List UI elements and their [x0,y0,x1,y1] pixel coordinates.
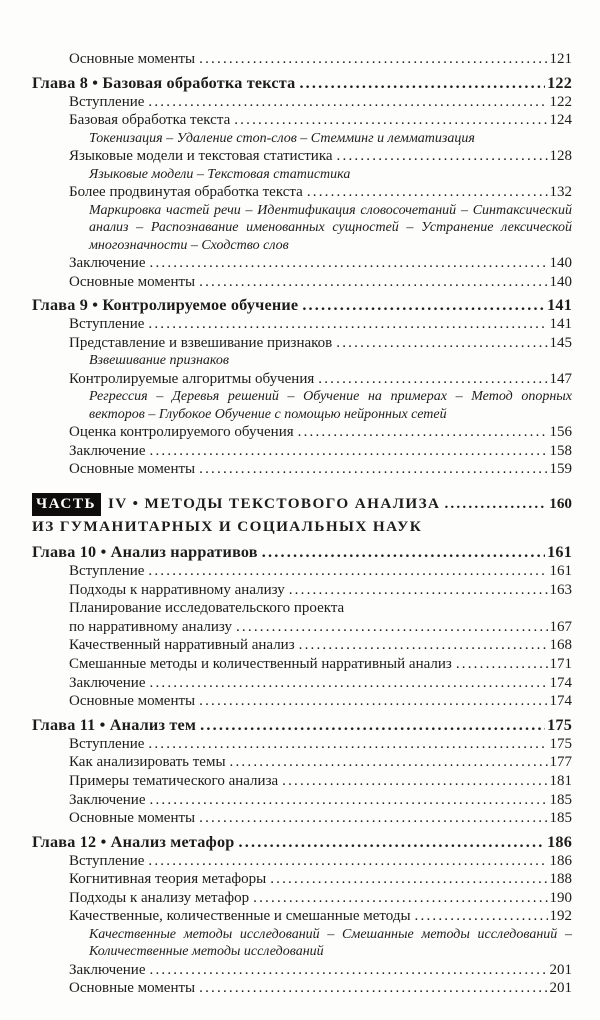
toc-entry-row [69,791,572,810]
toc-chapter-row [32,295,572,315]
toc-subtopics-text: Токенизация – Удаление стоп-слов – Стемминг и лемматизация [89,130,475,146]
page-number: 185 [549,810,572,827]
page-number: 190 [549,889,572,906]
page-number: 128 [549,148,572,165]
entry-title: Заключение [69,961,146,978]
toc-entry-row [69,273,572,292]
toc-entry-row [69,809,572,828]
toc-part-row [32,493,572,538]
page-number: 168 [549,637,572,654]
dot-leader [234,111,547,130]
dot-leader [270,870,547,889]
entry-title: Примеры тематического анализа [69,772,279,789]
dot-leader [150,961,548,980]
entry-title: Языковые модели и текстовая статистика [69,148,333,165]
page-number: 161 [547,542,572,561]
entry-title: Основные моменты [69,273,196,290]
entry-title: Качественные, количественные и смешанные методы [69,908,411,925]
part-heading-line2: ИЗ ГУМАНИТАРНЫХ И СОЦИАЛЬНЫХ НАУК [32,517,423,535]
entry-title: Оценка контролируемого обучения [69,424,294,441]
entry-title: Основные моменты [69,810,196,827]
toc-entry-row [69,618,572,637]
toc-subtopics-text: Качественные методы исследований – Смешанные методы исследований – Количественные методы исследований [89,927,572,960]
entry-title: Качественный нарративный анализ [69,637,295,654]
page-number: 159 [549,461,572,478]
entry-title: Контролируемые алгоритмы обучения [69,370,315,387]
dot-leader [253,889,547,908]
dot-leader [150,791,548,810]
entry-title: Более продвинутая обработка текста [69,184,303,201]
page-number: 122 [547,73,572,92]
toc-entry-row [69,581,572,600]
entry-title: Вступление [69,93,145,110]
toc-entry-row [69,93,572,112]
dot-leader [148,735,547,754]
entry-title: Заключение [69,255,146,271]
page-number: 201 [549,961,572,978]
entry-title: Подходы к нарративному анализу [69,581,285,598]
toc-entry-row [69,979,572,998]
toc-entry-row [69,655,572,674]
dot-leader [148,315,547,334]
page-number: 158 [549,442,572,459]
toc-entry-row [69,370,572,389]
page-number: 177 [549,754,572,771]
page-number: 156 [549,424,572,441]
entry-title: Как анализировать темы [69,754,226,771]
toc-subtopics-text: Взвешивание признаков [89,353,230,369]
toc-entry-row [69,636,572,655]
page-number: 186 [547,832,572,851]
dot-leader [148,93,547,112]
toc-chapter-row [32,542,572,562]
page-number: 201 [549,980,572,997]
dot-leader [299,73,545,93]
dot-leader [289,581,548,600]
chapter-title: Глава 10 • Анализ нарративов [32,542,258,561]
dot-leader [200,715,545,735]
toc-entry-row [69,442,572,461]
page-number: 181 [549,772,572,789]
toc-entry-row [69,460,572,479]
toc-entry-row [69,111,572,130]
page-number: 185 [549,791,572,808]
toc-entry-row [69,674,572,693]
page-number: 140 [549,255,572,271]
page-number: 141 [547,296,572,315]
page-number: 186 [549,852,572,869]
chapter-title: Глава 8 • Базовая обработка текста [32,73,296,92]
toc-entry-row [69,692,572,711]
entry-title: Основные моменты [69,51,196,67]
dot-leader [337,147,548,166]
toc-entry-row [69,735,572,754]
toc-entry-row [69,562,572,581]
entry-title: Базовая обработка текста [69,112,231,129]
page-number: 121 [549,51,572,67]
entry-title: Планирование исследовательского проекта [69,600,345,617]
dot-leader [150,674,548,693]
page-number: 147 [549,370,572,387]
toc-entry-continuation-row [69,599,572,618]
page-number: 167 [549,618,572,635]
dot-leader [302,295,545,315]
toc-entry-row [69,852,572,871]
page-number: 175 [549,735,572,752]
toc-subtopics-text: Регрессия – Деревья решений – Обучение на примерах – Метод опорных векторов – Глубокое Обучение с помощью нейронных сетей [89,389,572,422]
page-number: 124 [549,112,572,129]
page-number: 132 [549,184,572,201]
entry-title: Вступление [69,735,145,752]
entry-title: Основные моменты [69,980,196,997]
part-title: IV • МЕТОДЫ ТЕКСТОВОГО АНАЛИЗА [108,494,441,512]
dot-leader [199,809,547,828]
page-number: 160 [549,494,572,512]
dot-leader [298,423,548,442]
toc-entry-row [69,183,572,202]
page-number: 174 [549,693,572,710]
page-number: 140 [549,273,572,290]
page-number: 171 [549,655,572,672]
page-number: 175 [547,715,572,734]
page-number: 163 [549,581,572,598]
dot-leader [318,370,547,389]
toc-entry-row [69,753,572,772]
dot-leader [336,334,547,353]
page-number: 174 [549,674,572,691]
toc-entry-row [69,870,572,889]
page-number: 161 [549,562,572,579]
toc-entry-row [69,334,572,353]
toc-entry-row [69,772,572,791]
dot-leader [415,907,548,926]
toc-subtopics-text: Языковые модели – Текстовая статистика [89,166,351,182]
dot-leader [236,618,548,637]
dot-leader [150,442,548,461]
toc-entry-row [69,907,572,926]
dot-leader [307,183,548,202]
entry-title: Основные моменты [69,693,196,710]
entry-title: Смешанные методы и количественный нарративный анализ [69,655,452,672]
toc-chapter-row [32,832,572,852]
entry-title: Заключение [69,791,146,808]
dot-leader [238,832,545,852]
page-number: 145 [549,334,572,351]
dot-leader [262,542,545,562]
toc-entry-row [69,254,572,273]
dot-leader [456,655,548,674]
page-number: 141 [549,316,572,333]
part-heading-line1 [32,493,572,516]
dot-leader [199,460,547,479]
dot-leader [199,50,547,69]
toc-entry-row [69,423,572,442]
entry-title: Заключение [69,674,146,691]
entry-title: Подходы к анализу метафор [69,889,250,906]
dot-leader [199,273,547,292]
toc-entry-row [69,889,572,908]
dot-leader [444,493,547,515]
toc-entry-row [69,315,572,334]
toc-subtopics-text: Маркировка частей речи – Идентификация словосочетаний – Синтаксический анализ – Распознавание именованных сущностей – Устранение лексической многозначности – Сходство слов [89,202,572,253]
page-number: 188 [549,871,572,888]
dot-leader [282,772,547,791]
page-number: 192 [549,908,572,925]
chapter-title: Глава 12 • Анализ метафор [32,832,235,851]
entry-title: Основные моменты [69,461,196,478]
toc-chapter-row [32,73,572,93]
dot-leader [148,562,547,581]
entry-title: Представление и взвешивание признаков [69,334,333,351]
entry-title: Вступление [69,852,145,869]
entry-title: Вступление [69,562,145,579]
entry-title: Вступление [69,316,145,333]
toc-entry-row [69,147,572,166]
dot-leader [199,692,547,711]
toc-entry-row [69,50,572,69]
dot-leader [150,254,548,273]
chapter-title: Глава 11 • Анализ тем [32,715,197,734]
dot-leader [148,852,547,871]
entry-title: по нарративному анализу [69,618,232,635]
chapter-title: Глава 9 • Контролируемое обучение [32,296,299,315]
entry-title: Заключение [69,442,146,459]
toc-entry-row [69,961,572,980]
dot-leader [230,753,548,772]
page-number: 122 [549,93,572,110]
dot-leader [199,979,547,998]
part-label-badge: ЧАСТЬ [32,493,101,516]
table-of-contents [32,50,572,998]
toc-chapter-row [32,715,572,735]
dot-leader [299,636,548,655]
entry-title: Когнитивная теория метафоры [69,871,267,888]
